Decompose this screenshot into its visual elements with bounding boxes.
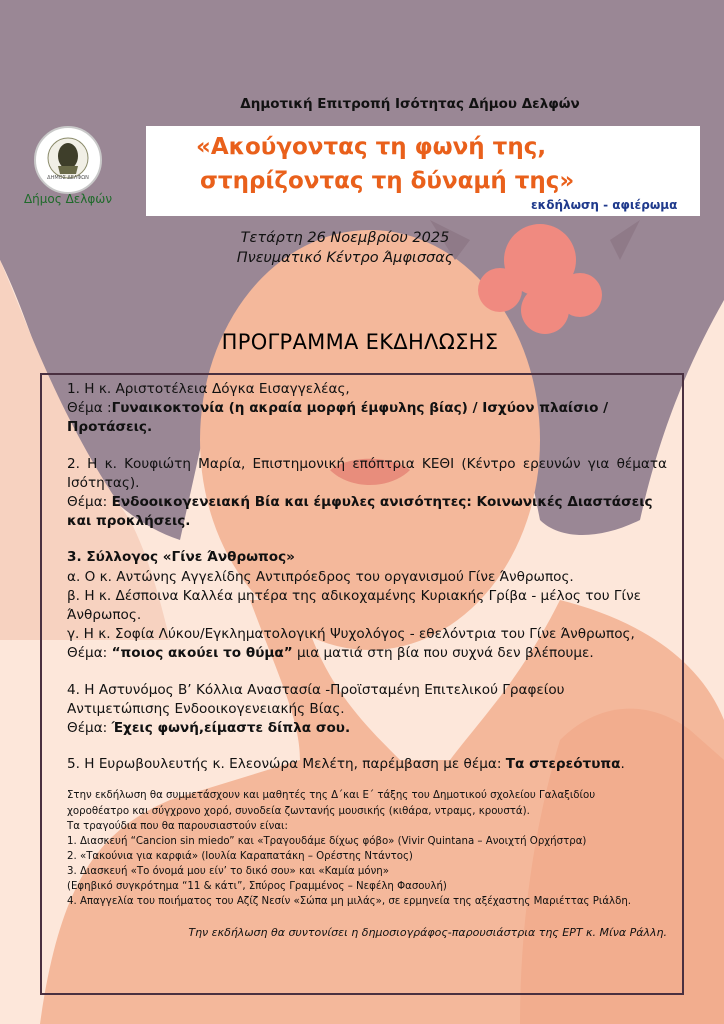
item2-topic: Θέμα: Ενδοοικογενειακή Βία και έμφυλες ανισότητες: Κοινωνικές Διαστάσεις και προκλήσεις.: [67, 494, 653, 530]
extra-line: χοροθέατρο και σύγχρονο χορό, συνοδεία ζωντανής μουσικής (κιθάρα, ντραμς, κρουστά).: [67, 805, 530, 817]
extra-line: 3. Διασκευή «Το όνομά μου είν’ το δικό σου» και «Καμία μόνη»: [67, 865, 389, 877]
event-venue: Πνευματικό Κέντρο Άμφισσας: [236, 250, 454, 266]
program-heading: ΠΡΟΓΡΑΜΜΑ ΕΚΔΗΛΩΣΗΣ: [221, 330, 499, 354]
item3-topic: Θέμα: “ποιος ακούει το θύμα” μια ματιά στη βία που συχνά δεν βλέπουμε.: [67, 645, 594, 662]
extra-line: Στην εκδήλωση θα συμμετάσχουν και μαθητές της Δ΄και Ε΄ τάξης του Δημοτικού σχολείου Γαλαξιδίου: [67, 790, 596, 802]
item2-speaker: 2. Η κ. Κουφιώτη Μαρία, Επιστημονική επόπτρια ΚΕΘΙ (Κέντρο ερευνών για θέματα Ισότητας).: [67, 455, 667, 491]
program-content: [67, 380, 667, 942]
municipality-name: Δήμος Δελφών: [23, 192, 113, 206]
item4-topic: Θέμα: Έχεις φωνή,είμαστε δίπλα σου.: [67, 720, 351, 737]
event-title-line2: στηρίζοντας τη δύναμή της»: [200, 168, 575, 194]
item5: 5. Η Ευρωβουλευτής κ. Ελεονώρα Μελέτη, παρέμβαση με θέμα: Τα στερεότυπα.: [67, 756, 625, 773]
municipality-logo: [34, 126, 102, 194]
logo-emblem-icon: [36, 128, 100, 192]
extra-line: (Εφηβικό συγκρότημα “11 & κάτι”, Σπύρος Γραμμένος – Νεφέλη Φασουλή): [67, 881, 447, 893]
item4-speaker: 4. Η Αστυνόμος Β’ Κόλλια Αναστασία -Προϊσταμένη Επιτελικού Γραφείου Αντιμετώπισης Ενδοοικογενειακής Βίας.: [67, 681, 565, 717]
item1-speaker: 1. Η κ. Αριστοτέλεια Δόγκα Εισαγγελέας,: [67, 381, 350, 397]
item3-a: α. Ο κ. Αντώνης Αγγελίδης Αντιπρόεδρος του οργανισμού Γίνε Άνθρωπος.: [67, 568, 574, 585]
extra-info: [67, 788, 667, 909]
item3-b: β. Η κ. Δέσποινα Καλλέα μητέρα της αδικοχαμένης Κυριακής Γρίβα - μέλος του Γίνε Άνθρωπος.: [67, 587, 642, 624]
item1-topic: Θέμα :Γυναικοκτονία (η ακραία μορφή έμφυλης βίας) / Ισχύον πλαίσιο / Προτάσεις.: [67, 400, 609, 436]
extra-line: 4. Απαγγελία του ποιήματος του Αζίζ Νεσίν «Σώπα μη μιλάς», σε ερμηνεία της αξέχαστης Μαριέττας Ριάλδη.: [67, 896, 632, 908]
committee-title: Δημοτική Επιτροπή Ισότητας Δήμου Δελφών: [240, 96, 580, 112]
extra-line: 2. «Τακούνια για καρφιά» (Ιουλία Καραπατάκη – Ορέστης Ντάντος): [67, 850, 413, 862]
closing-note: Την εκδήλωση θα συντονίσει η δημοσιογράφος-παρουσιάστρια της ΕΡΤ κ. Μίνα Ράλλη.: [188, 926, 667, 940]
item3-heading: 3. Σύλλογος «Γίνε Άνθρωπος»: [67, 549, 295, 566]
event-date-venue: [220, 228, 470, 268]
item3-c: γ. Η κ. Σοφία Λύκου/Εγκληματολογική Ψυχολόγος - εθελόντρια του Γίνε Άνθρωπος,: [67, 626, 635, 643]
event-date: Τετάρτη 26 Νοεμβρίου 2025: [240, 230, 450, 246]
extra-line: Τα τραγούδια που θα παρουσιαστούν είναι:: [67, 820, 288, 832]
event-subtitle: εκδήλωση - αφιέρωμα: [531, 198, 678, 212]
event-title-line1: «Ακούγοντας τη φωνή της,: [196, 134, 547, 160]
logo-caption: ΔΗΜΟΣ ΔΕΛΦΩΝ: [47, 175, 89, 181]
extra-line: 1. Διασκευή “Cancion sin miedo” και «Τραγουδάμε δίχως φόβο» (Vivir Quintana – Ανοιχτή Ορχήστρα): [67, 835, 587, 847]
